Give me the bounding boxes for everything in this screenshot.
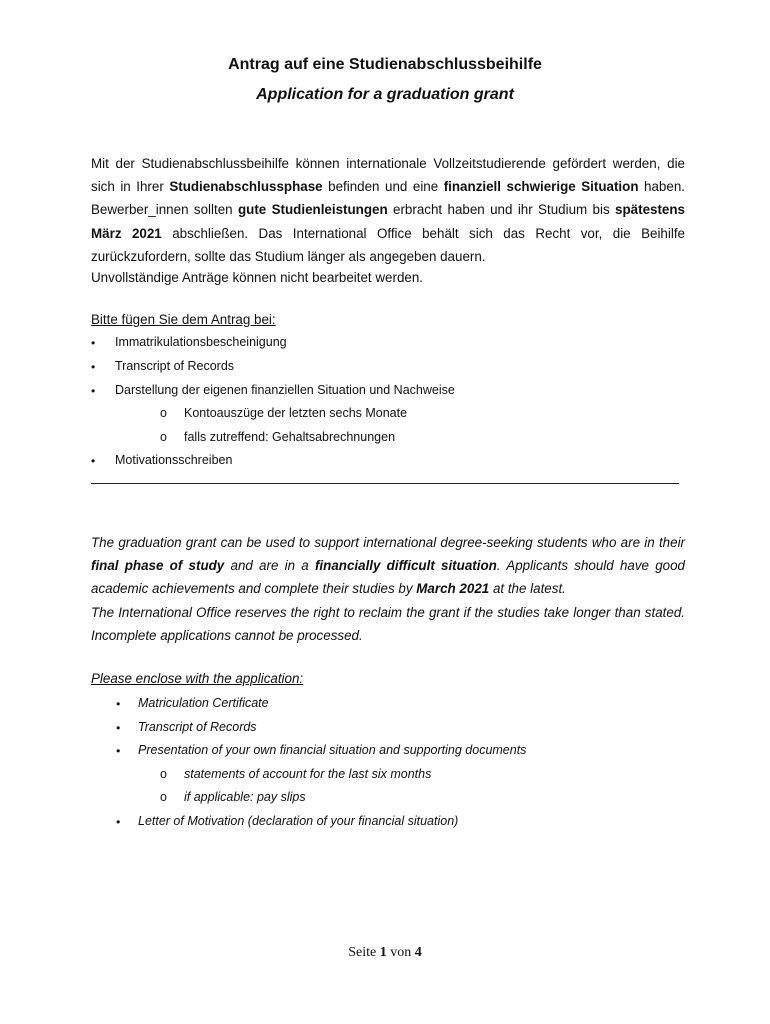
sub-list-item: falls zutreffend: Gehaltsabrechnungen bbox=[184, 430, 396, 444]
bullet-icon: • bbox=[116, 721, 121, 735]
footer-page-number: 1 bbox=[379, 945, 387, 960]
bullet-icon: • bbox=[116, 697, 121, 711]
section-divider bbox=[91, 483, 679, 484]
document-subtitle: Application for a graduation grant bbox=[256, 86, 514, 103]
sub-bullet-icon: o bbox=[160, 767, 167, 781]
list-item: Matriculation Certificate bbox=[138, 696, 269, 710]
list-item: Letter of Motivation (declaration of your financial situation) bbox=[138, 814, 459, 828]
document-title: Antrag auf eine Studienabschlussbeihilfe bbox=[228, 56, 542, 73]
german-enclose-label: Bitte fügen Sie dem Antrag bei: bbox=[91, 312, 276, 327]
list-item: Transcript of Records bbox=[138, 720, 257, 734]
sub-list-item: Kontoauszüge der letzten sechs Monate bbox=[184, 406, 408, 420]
bullet-icon: • bbox=[91, 454, 96, 468]
sub-bullet-icon: o bbox=[160, 790, 167, 804]
footer-of-word: von bbox=[390, 945, 412, 960]
footer-page-word: Seite bbox=[348, 945, 377, 960]
list-item: Darstellung der eigenen finanziellen Situation und Nachweise bbox=[115, 383, 455, 397]
sub-list-item: if applicable: pay slips bbox=[184, 790, 306, 804]
list-item: Motivationsschreiben bbox=[115, 453, 233, 467]
sub-list-item: statements of account for the last six months bbox=[184, 767, 432, 781]
bullet-icon: • bbox=[116, 815, 121, 829]
german-intro-paragraph: Mit der Studienabschlussbeihilfe können internationale Vollzeitstudierende gefördert werden, die sich in Ihrer Studienabschlussphase befinden und eine finanziell schwierige Situation haben. Bewerber_innen sollten gute Studienleistungen erbracht haben und ihr Studium bis spätestens März 2021 abschließen. Das International Office behält sich das Recht vor, die Beihilfe zurückzufordern, sollte das Studium länger als angegeben dauern. bbox=[91, 156, 685, 264]
bullet-icon: • bbox=[116, 744, 121, 758]
list-item: Transcript of Records bbox=[115, 359, 235, 373]
bullet-icon: • bbox=[91, 360, 96, 374]
list-item: Immatrikulationsbescheinigung bbox=[115, 335, 287, 349]
sub-bullet-icon: o bbox=[160, 430, 167, 444]
english-intro-paragraph: The graduation grant can be used to support international degree-seeking students who are in their final phase of study and are in a financially difficult situation. Applicants should have good academic achievements and complete their studies by March 2021 at the latest. The International Office reserves the right to reclaim the grant if the studies take longer than stated. Incomplete applications cannot be processed. bbox=[91, 535, 686, 643]
english-enclose-label: Please enclose with the application: bbox=[91, 671, 304, 686]
list-item: Presentation of your own financial situation and supporting documents bbox=[138, 743, 527, 757]
sub-bullet-icon: o bbox=[160, 406, 167, 420]
bullet-icon: • bbox=[91, 336, 96, 350]
footer-page-total: 4 bbox=[414, 945, 422, 960]
german-incomplete-note: Unvollständige Anträge können nicht bearbeitet werden. bbox=[91, 270, 424, 285]
bullet-icon: • bbox=[91, 384, 96, 398]
page-footer bbox=[0, 945, 770, 961]
